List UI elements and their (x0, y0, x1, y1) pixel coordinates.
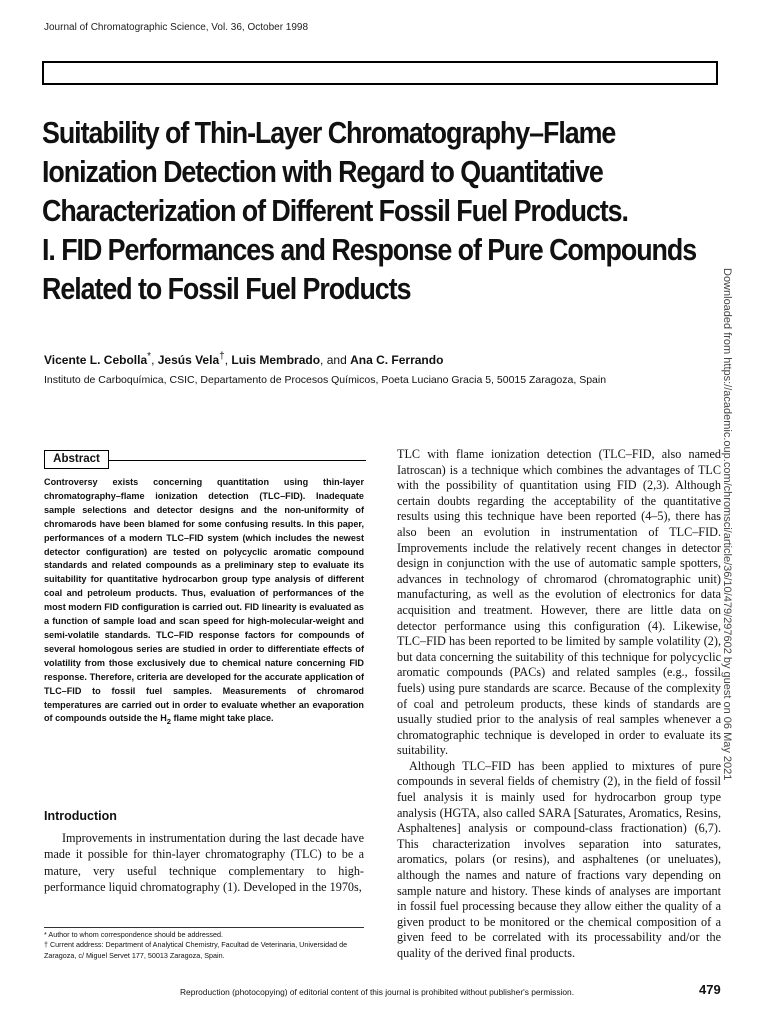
title-line: Related to Fossil Fuel Products (42, 272, 411, 306)
abstract-ending: flame might take place. (170, 713, 274, 724)
title-line: Suitability of Thin-Layer Chromatography–Flame (42, 116, 616, 150)
author-separator: , and (320, 353, 351, 367)
body-paragraph: TLC with flame ionization detection (TLC–FID, also named Iatroscan) is a technique which combines the advantages of TLC with the possibility of quantitation using FID (2,3). Although certain doubts regarding the acceptability of the quantitative results using this technique have been reported (4–5), there has also been an evolution in instrumentation of TLC–FID. Improvements include the relatively recent changes in detector design in conjunction with the use of automatic sample spotters, advances in technology of chromarod (chromatographic unit) manufacturing, as well as the evolution of electronics for data acquisition and treatment. However, there are little data on detector performance using this configuration (4). Likewise, TLC–FID has been reported to be limited by sample volatility (2), but data concerning the suitability of this technique for polycyclic aromatic compounds (PACs) and related samples (e.g., fossil fuels) using pure standards are scarce. Because of the complexity of coal and petroleum products, these kinds of standards are usually studied prior to the analysis of real samples whenever a chromatographic technique is developed in order to evaluate its suitability. (397, 447, 721, 758)
footnote: † Current address: Department of Analytical Chemistry, Facultad de Veterinaria, Universidad de Zaragoza, c/ Miguel Servet 177, 50013 Zaragoza, Spain. (44, 940, 348, 960)
section-heading-introduction: Introduction (44, 809, 117, 823)
author-name: Vicente L. Cebolla (44, 353, 148, 367)
body-paragraph: Although TLC–FID has been applied to mixtures of pure compounds in several fields of chemistry (2), in the field of fossil fuel analysis it is mainly used for hydrocarbon group type analysis (HGTA, also called SARA [Saturates, Aromatics, Resins, Asphaltenes] analysis or compound-class fractionation) (6,7). This characterization involves separation into saturates, aromatics, polars (or resins), and asphaltenes (or uneluates), although the names and nature of fractions vary depending on sample nature and history. These kinds of analyses are important in fossil fuel processing because they allow either the quality of a given product to be monitored or the chemical composition of a given feed to be correlated with its processability and/or the quality of the derived final products. (397, 758, 721, 960)
title-line: Characterization of Different Fossil Fuel Products. (42, 194, 628, 228)
abstract-label: Abstract (44, 450, 109, 469)
author-separator: , (224, 353, 232, 367)
footnote-rule (44, 927, 364, 928)
abstract-body: Controversy exists concerning quantitation using thin-layer chromatography–flame ionization detection (TLC–FID). Inadequate sample selections and detector designs and the non-uniformity of chromarods have been blamed for some confusing results. In this paper, performances of a modern TLC–FID system (which includes the newest detector configuration) are tested on polycyclic aromatic compound standards and related compounds as a preliminary step to evaluate its suitability for quantitative hydrocarbon group type analysis of different coal and petroleum products. Thus, evaluation of performances of the most modern FID configuration is carried out. FID linearity is evaluated as a function of sample load and scan speed for high-molecular-weight and semi-volatile standards. TLC–FID response factors for compounds of several homologous series are studied in order to differentiate effects of volatility from those exclusively due to chemical nature concerning FID response. Therefore, criteria are developed for the accurate application of TLC–FID to fossil fuel samples. Measurements of chromarod temperatures are carried out in order to evaluate whether an evaporation of compounds outside the H (44, 477, 364, 724)
abstract-rule (108, 460, 366, 461)
right-column (397, 447, 721, 962)
author-name: Ana C. Ferrando (350, 353, 444, 367)
footnote: * Author to whom correspondence should be addressed. (44, 930, 224, 939)
journal-header: Journal of Chromatographic Science, Vol. 36, October 1998 (44, 22, 309, 33)
download-watermark: Downloaded from https://academic.oup.com/chromsci/article/36/10/479/297602 by guest on 06 May 2021 (721, 268, 733, 781)
page-number: 479 (699, 982, 721, 997)
header-rule-box (42, 61, 718, 85)
abstract-text (44, 476, 364, 729)
title-line: Ionization Detection with Regard to Quantitative (42, 155, 603, 189)
affiliation: Instituto de Carboquímica, CSIC, Departamento de Procesos Químicos, Poeta Luciano Gracia 5, 50015 Zaragoza, Spain (44, 374, 607, 386)
intro-paragraph: Improvements in instrumentation during the last decade have made it possible for thin-layer chromatography (TLC) to be a mature, very useful technique complementary to high-performance liquid chromatography (1). Developed in the 1970s, (44, 831, 364, 895)
author-mark: † (219, 351, 225, 362)
abstract-subscript: 2 (166, 717, 171, 727)
footnotes (44, 930, 364, 961)
title-line: I. FID Performances and Response of Pure Compounds (42, 233, 697, 267)
author-name: Jesús Vela (157, 353, 220, 367)
reproduction-notice: Reproduction (photocopying) of editorial content of this journal is prohibited without publisher's permission. (180, 987, 575, 997)
author-list (44, 351, 443, 367)
author-separator: , (151, 353, 158, 367)
author-name: Luis Membrado (231, 353, 321, 367)
article-title (42, 114, 702, 309)
author-mark: * (147, 351, 152, 362)
